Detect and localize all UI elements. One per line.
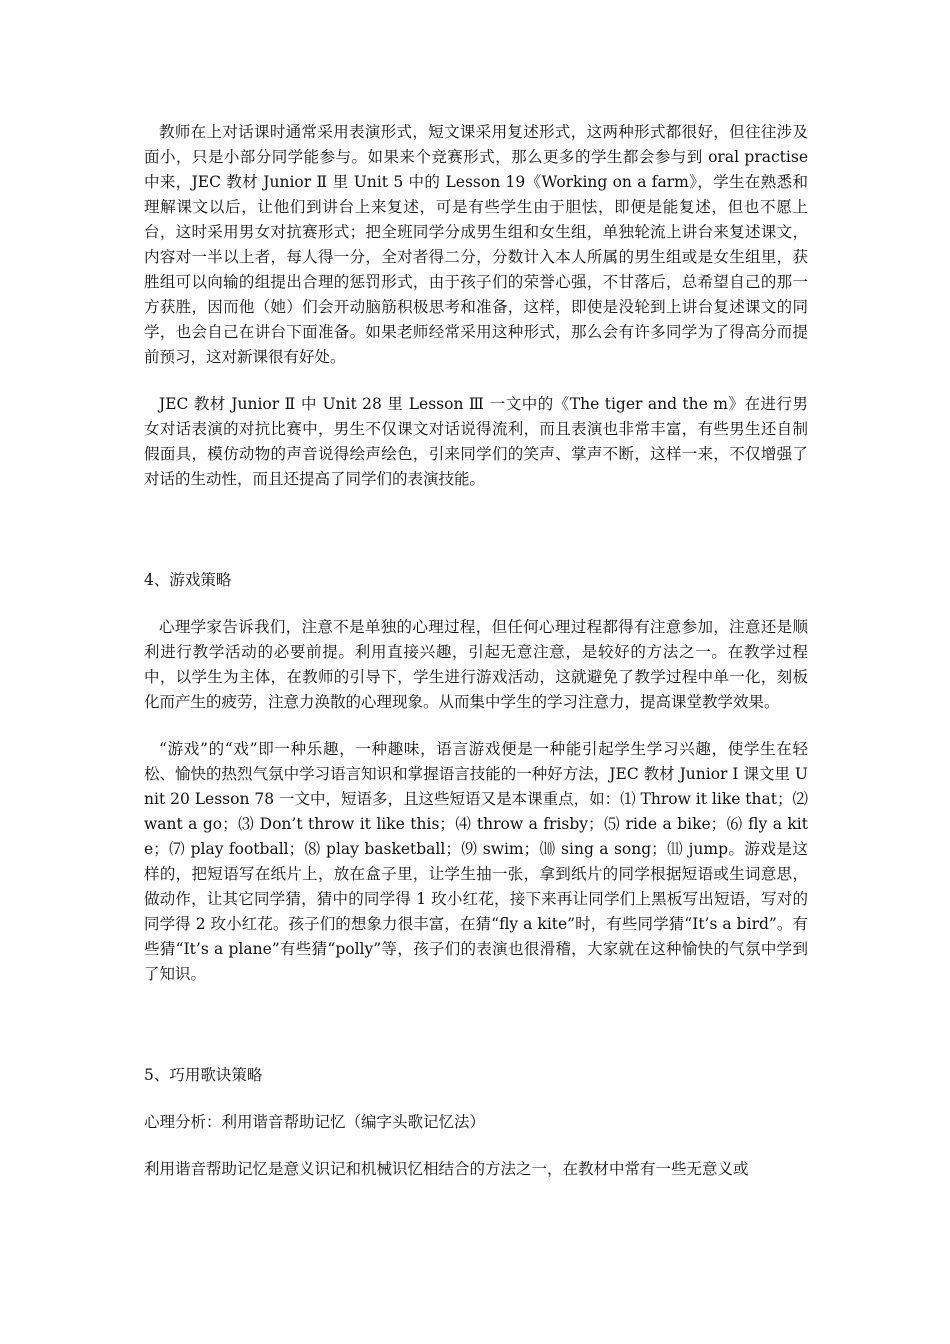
document-page xyxy=(144,120,808,1182)
section-heading-game-strategy: 4、游戏策略 xyxy=(144,571,232,589)
paragraph-tiger-lesson: JEC 教材 Junior Ⅱ 中 Unit 28 里 Lesson Ⅲ 一文中的《The tiger and the m》在进行男女对话表演的对抗比赛中，男生不仅课文对话说得流利，而且表演也非常丰富，有些男生还自制假面具，模仿动物的声音说得绘声绘色，引来同学们的笑声、掌声不断，这样一来，不仅增强了对话的生动性，而且还提高了同学们的表演技能。 xyxy=(144,395,808,488)
spacer xyxy=(144,715,808,737)
paragraph-competition: 教师在上对话课时通常采用表演形式，短文课采用复述形式，这两种形式都很好，但往往涉及面小，只是小部分同学能参与。如果来个竞赛形式，那么更多的学生都会参与到 oral practise 中来，JEC 教材 Junior Ⅱ 里 Unit 5 中的 Lesson 19《Working on a farm》，学生在熟悉和理解课文以后，让他们到讲台上来复述，可是有些学生由于胆怯，即便是能复述，但也不愿上台，这时采用男女对抗赛形式；把全班同学分成男生组和女生组，单独轮流上讲台来复述课文，内容对一半以上者，每人得一分，全对者得二分，分数计入本人所属的男生组或是女生组里，获胜组可以向输的组提出合理的惩罚形式，由于孩子们的荣誉心强，不甘落后，总希望自己的那一方获胜，因而他（她）们会开动脑筋积极思考和准备，这样，即使是没轮到上讲台复述课文的同学，也会自己在讲台下面准备。如果老师经常采用这种形式，那么会有许多同学为了得高分而提前预习，这对新课很有好处。 xyxy=(144,123,808,366)
paragraph-psychological-analysis: 心理分析：利用谐音帮助记忆（编字头歌记忆法） xyxy=(144,1113,486,1131)
section-heading-song-strategy: 5、巧用歌诀策略 xyxy=(144,1066,263,1084)
spacer xyxy=(144,1135,808,1157)
paragraph-homophone-memory: 利用谐音帮助记忆是意义识记和机械识忆相结合的方法之一，在教材中常有一些无意义或 xyxy=(144,1160,749,1178)
paragraph-psychology: 心理学家告诉我们，注意不是单独的心理过程，但任何心理过程都得有注意参加，注意还是顺利进行教学活动的必要前提。利用直接兴趣，引起无意注意，是较好的方法之一。在教学过程中，以学生为主体，在教师的引导下，学生进行游戏活动，这就避免了教学过程中单一化，刻板化而产生的疲劳，注意力涣散的心理现象。从而集中学生的学习注意力，提高课堂教学效果。 xyxy=(144,618,808,711)
paragraph-language-game: “游戏”的“戏”即一种乐趣，一种趣味，语言游戏便是一种能引起学生学习兴趣，使学生在轻松、愉快的热烈气氛中学习语言知识和掌握语言技能的一种好方法，JEC 教材 Junior Ⅰ 课文里 Unit 20 Lesson 78 一文中，短语多，且这些短语又是本课重点，如：⑴ Throw it like that；⑵ want a go；⑶ Don’t throw it like this；⑷ throw a frisby；⑸ ride a bike；⑹ fly a kite；⑺ play football；⑻ play basketball；⑼ swim；⑽ sing a song；⑾ jump。游戏是这样的，把短语写在纸片上，放在盒子里，让学生抽一张，拿到纸片的同学根据短语或生词意思，做动作，让其它同学猜，猜中的同学得 1 玫小红花，接下来再让同学们上黑板写出短语，写对的同学得 2 玫小红花。孩子们的想象力很丰富，在猜“fly a kite”时，有些同学猜“It’s a bird”。有些猜“It’s a plane”有些猜“polly”等，孩子们的表演也很滑稽，大家就在这种愉快的气氛中学到了知识。 xyxy=(144,740,808,983)
spacer xyxy=(144,1088,808,1110)
spacer xyxy=(144,987,808,1063)
spacer xyxy=(144,492,808,568)
spacer xyxy=(144,593,808,615)
spacer xyxy=(144,370,808,392)
